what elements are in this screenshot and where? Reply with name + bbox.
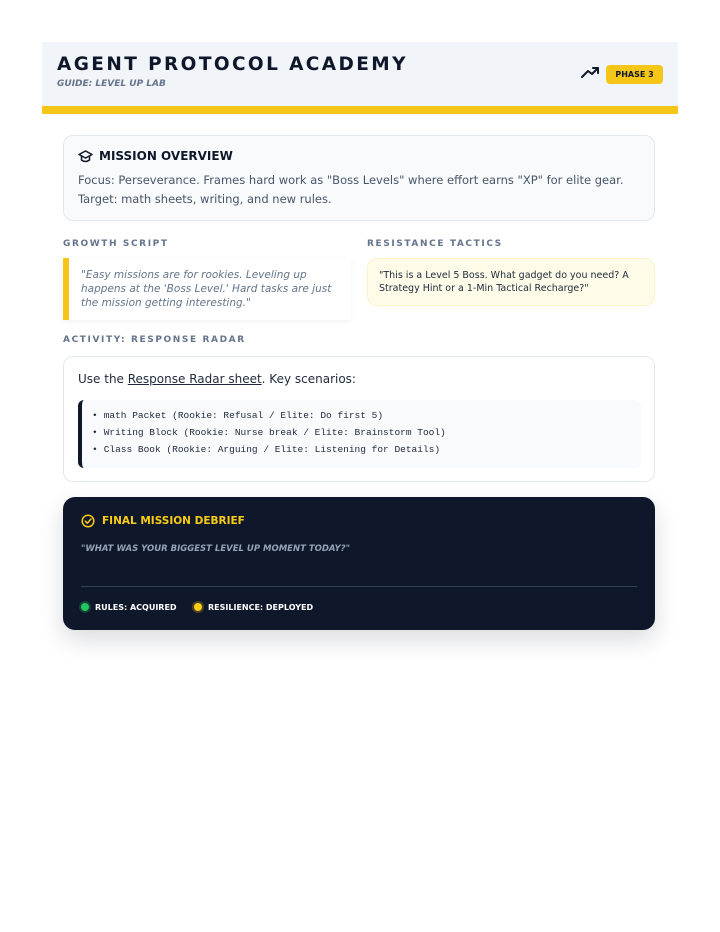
debrief-heading: FINAL MISSION DEBRIEF (102, 515, 245, 527)
mission-overview-card (63, 135, 655, 221)
page-header (42, 42, 678, 106)
trending-up-icon (581, 65, 600, 79)
check-circle-icon (81, 514, 95, 528)
page-title: AGENT PROTOCOL ACADEMY (57, 54, 408, 75)
status-label: RULES: ACQUIRED (95, 603, 177, 612)
activity-card (63, 356, 655, 482)
mission-overview-heading: MISSION OVERVIEW (99, 149, 233, 163)
status-label: RESILIENCE: DEPLOYED (208, 603, 314, 612)
activity-label: ACTIVITY: RESPONSE RADAR (63, 335, 246, 345)
header-accent-bar (42, 106, 678, 114)
scenario-item: • math Packet (Rookie: Refusal / Elite: Do first 5) (92, 407, 446, 424)
graduation-cap-icon (78, 150, 93, 164)
scenario-box (78, 400, 641, 468)
activity-intro-before: Use the (78, 372, 128, 386)
final-debrief-card (63, 497, 655, 630)
scenario-item: • Class Book (Rookie: Arguing / Elite: Listening for Details) (92, 441, 446, 458)
status-dot-yellow (194, 603, 202, 611)
phase-badge: PHASE 3 (606, 65, 663, 84)
resistance-tactics-label: RESISTANCE TACTICS (367, 239, 503, 249)
debrief-divider (81, 586, 637, 587)
resistance-tactics-card (367, 258, 655, 306)
status-dot-green (81, 603, 89, 611)
mission-target-text: Target: math sheets, writing, and new rules. (78, 192, 332, 206)
debrief-question: "WHAT WAS YOUR BIGGEST LEVEL UP MOMENT TODAY?" (81, 544, 351, 554)
activity-intro (78, 372, 356, 386)
activity-intro-after: . Key scenarios: (261, 372, 356, 386)
resistance-tactics-text: "This is a Level 5 Boss. What gadget do you need? A Strategy Hint or a 1-Min Tactical Recharge?" (379, 270, 629, 294)
scenario-item: • Writing Block (Rookie: Nurse break / Elite: Brainstorm Tool) (92, 424, 446, 441)
growth-script-quote: "Easy missions are for rookies. Leveling up happens at the 'Boss Level.' Hard tasks are just the mission getting interesting." (81, 269, 332, 309)
response-radar-link[interactable]: Response Radar sheet (127, 372, 262, 386)
growth-script-card (63, 258, 351, 320)
page-subtitle: GUIDE: LEVEL UP LAB (57, 79, 166, 89)
mission-focus-text: Focus: Perseverance. Frames hard work as "Boss Levels" where effort earns "XP" for elite gear. (78, 173, 624, 187)
scenario-list (92, 407, 446, 458)
growth-script-label: GROWTH SCRIPT (63, 239, 169, 249)
